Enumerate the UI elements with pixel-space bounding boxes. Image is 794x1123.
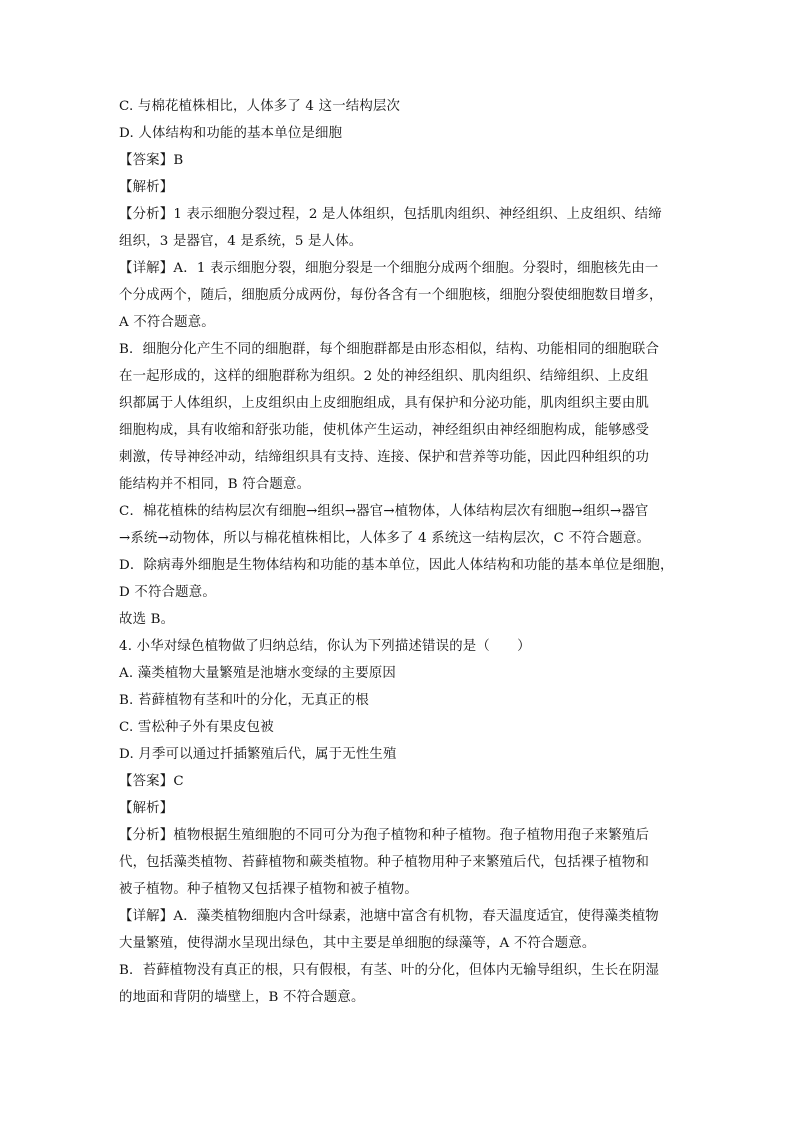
detail-text: 刺激，传导神经冲动，结缔组织具有支持、连接、保护和营养等功能，因此四种组织的功 [119,450,650,465]
detail-text: D．除病毒外细胞是生物体结构和功能的基本单位，因此人体结构和功能的基本单位是细胞， [119,558,674,573]
option-d-text: D. 月季可以通过扦插繁殖后代，属于无性生殖 [119,747,397,762]
answer-label: 【答案】C [119,774,184,789]
analysis-text: 组织，3 是器官，4 是系统，5 是人体。 [119,234,363,249]
detail-text: 大量繁殖，使得湖水呈现出绿色，其中主要是单细胞的绿藻等，A 不符合题意。 [119,936,596,951]
document-body [119,93,681,1011]
detail-text: 【详解】A．1 表示细胞分裂，细胞分裂是一个细胞分成两个细胞。分裂时，细胞核先由一 [119,261,659,276]
detail-text: D 不符合题意。 [119,585,216,600]
option-c-text: C. 与棉花植株相比，人体多了 4 这一结构层次 [119,99,401,114]
detail-text: A 不符合题意。 [119,315,215,330]
detail-text: 的地面和背阴的墙壁上，B 不符合题意。 [119,990,365,1005]
option-b-text: B. 苔藓植物有茎和叶的分化，无真正的根 [119,693,369,708]
detail-text: 细胞构成，具有收缩和舒张功能，使机体产生运动，神经组织由神经细胞构成，能够感受 [119,423,650,438]
option-c-text: C. 雪松种子外有果皮包被 [119,720,274,735]
analysis-heading: 【解析】 [119,801,174,816]
detail-text: 能结构并不相同，B 符合题意。 [119,477,311,492]
analysis-heading: 【解析】 [119,180,174,195]
analysis-text: 【分析】1 表示细胞分裂过程，2 是人体组织，包括肌肉组织、神经组织、上皮组织、结缔 [119,207,662,222]
conclusion-text: 故选 B。 [119,612,175,627]
detail-text: C．棉花植株的结构层次有细胞→组织→器官→植物体，人体结构层次有细胞→组织→器官 [119,504,649,519]
detail-text: 织都属于人体组织，上皮组织由上皮细胞组成，具有保护和分泌功能，肌肉组织主要由肌 [119,396,650,411]
analysis-text: 被子植物。种子植物又包括裸子植物和被子植物。 [119,882,418,897]
detail-text: B．细胞分化产生不同的细胞群，每个细胞群都是由形态相似，结构、功能相同的细胞联合 [119,342,660,357]
detail-text: B．苔藓植物没有真正的根，只有假根，有茎、叶的分化，但体内无输导组织，生长在阴湿 [119,963,660,978]
question-stem: 4. 小华对绿色植物做了归纳总结，你认为下列描述错误的是（ ） [119,639,531,654]
analysis-text: 代，包括藻类植物、苔藓植物和蕨类植物。种子植物用种子来繁殖后代，包括裸子植物和 [119,855,650,870]
option-d-text: D. 人体结构和功能的基本单位是细胞 [119,126,343,141]
detail-text: 在一起形成的，这样的细胞群称为组织。2 处的神经组织、肌肉组织、结缔组织、上皮组 [119,369,649,384]
detail-text: →系统→动物体，所以与棉花植株相比，人体多了 4 系统这一结构层次，C 不符合题意。 [119,531,651,546]
analysis-text: 【分析】植物根据生殖细胞的不同可分为孢子植物和种子植物。孢子植物用孢子来繁殖后 [119,828,650,843]
detail-text: 个分成两个，随后，细胞质分成两份，每份各含有一个细胞核，细胞分裂使细胞数目增多， [119,288,663,303]
answer-label: 【答案】B [119,153,184,168]
option-a-text: A. 藻类植物大量繁殖是池塘水变绿的主要原因 [119,666,397,681]
detail-text: 【详解】A．藻类植物细胞内含叶绿素，池塘中富含有机物，春天温度适宜，使得藻类植物 [119,909,659,924]
